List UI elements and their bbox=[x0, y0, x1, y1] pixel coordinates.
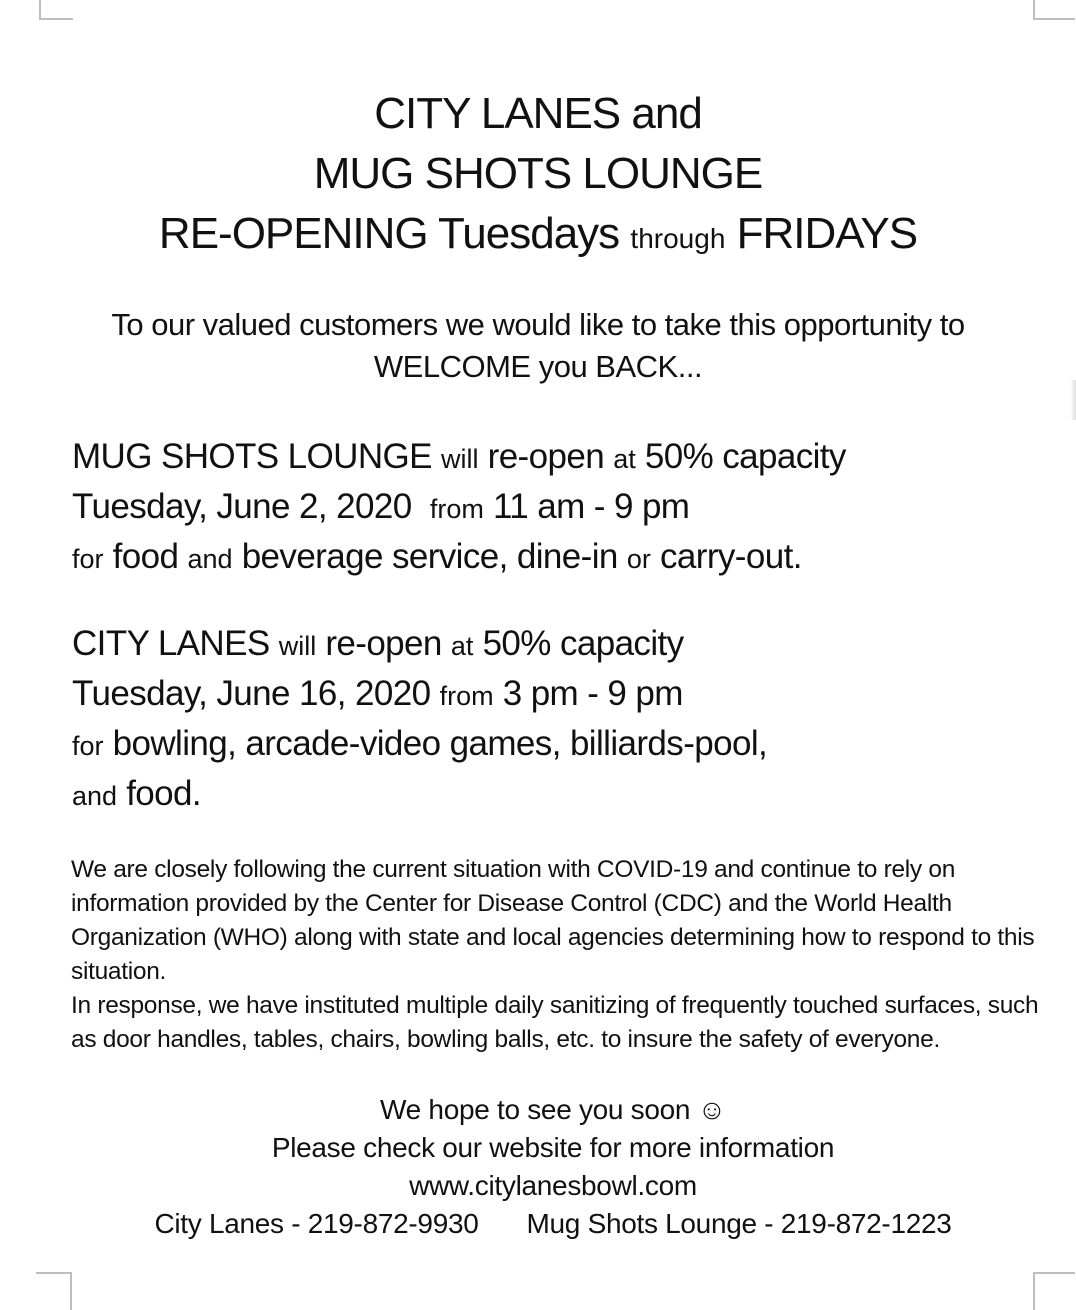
title-reopening: RE-OPENING Tuesdays bbox=[158, 209, 620, 258]
title-through: through bbox=[630, 223, 726, 254]
crop-mark-top-left bbox=[39, 0, 73, 20]
city-lanes-date: Tuesday, June 16, 2020 bbox=[72, 674, 431, 713]
page-title bbox=[0, 84, 1076, 269]
crop-mark-bottom-right bbox=[1033, 1272, 1075, 1310]
title-line-1: CITY LANES and bbox=[374, 89, 702, 138]
covid-paragraph-1: We are closely following the current situation with COVID-19 and continue to rely on information provided by the Center for Disease Control (CDC) and the World Health Organization (WHO) along with state and local agencies determining how to respond to this situation. bbox=[71, 856, 1035, 985]
mug-shots-capacity: 50% capacity bbox=[644, 437, 846, 476]
welcome-message bbox=[0, 304, 1076, 388]
footer-phones bbox=[0, 1205, 1076, 1243]
city-lanes-name: CITY LANES bbox=[72, 624, 270, 663]
mug-shots-phone: Mug Shots Lounge - 219-872-1223 bbox=[526, 1208, 952, 1239]
covid-paragraph-2: In response, we have instituted multiple daily sanitizing of frequently touched surfaces, such as door handles, tables, chairs, bowling balls, etc. to insure the safety of everyone. bbox=[71, 992, 1039, 1053]
city-lanes-hours: 3 pm - 9 pm bbox=[502, 674, 683, 713]
welcome-line-1: To our valued customers we would like to take this opportunity to bbox=[111, 307, 965, 342]
city-lanes-phone: City Lanes - 219-872-9930 bbox=[154, 1208, 479, 1239]
mug-shots-reopening bbox=[72, 433, 1032, 583]
welcome-line-2: WELCOME you BACK... bbox=[373, 349, 703, 384]
website-link[interactable]: www.citylanesbowl.com bbox=[409, 1170, 697, 1201]
footer-check: Please check our website for more information bbox=[271, 1132, 835, 1163]
mug-shots-date: Tuesday, June 2, 2020 bbox=[72, 487, 412, 526]
city-lanes-line-1: CITY LANES will re-open at 50% capacity bbox=[72, 624, 684, 663]
mug-shots-line-3: for food and beverage service, dine-in or carry-out. bbox=[72, 537, 802, 576]
footer-contact bbox=[0, 1091, 1076, 1243]
mug-shots-line-2: Tuesday, June 2, 2020 from 11 am - 9 pm bbox=[72, 487, 690, 526]
mug-shots-name: MUG SHOTS LOUNGE bbox=[72, 437, 432, 476]
mug-shots-line-1: MUG SHOTS LOUNGE will re-open at 50% capacity bbox=[72, 437, 846, 476]
crop-mark-bottom-left bbox=[36, 1272, 72, 1310]
city-lanes-reopening bbox=[72, 620, 1032, 820]
city-lanes-line-2: Tuesday, June 16, 2020 from 3 pm - 9 pm bbox=[72, 674, 683, 713]
title-line-3 bbox=[0, 204, 1076, 269]
city-lanes-capacity: 50% capacity bbox=[482, 624, 684, 663]
mug-shots-hours: 11 am - 9 pm bbox=[492, 487, 690, 526]
title-fridays: FRIDAYS bbox=[736, 209, 918, 258]
title-line-2: MUG SHOTS LOUNGE bbox=[313, 149, 763, 198]
city-lanes-line-3: for bowling, arcade-video games, billiards-pool, bbox=[72, 724, 768, 763]
crop-mark-top-right bbox=[1033, 0, 1075, 20]
covid-notice bbox=[71, 853, 1046, 1057]
footer-hope: We hope to see you soon ☺ bbox=[380, 1094, 726, 1125]
city-lanes-line-4: and food. bbox=[72, 774, 202, 813]
